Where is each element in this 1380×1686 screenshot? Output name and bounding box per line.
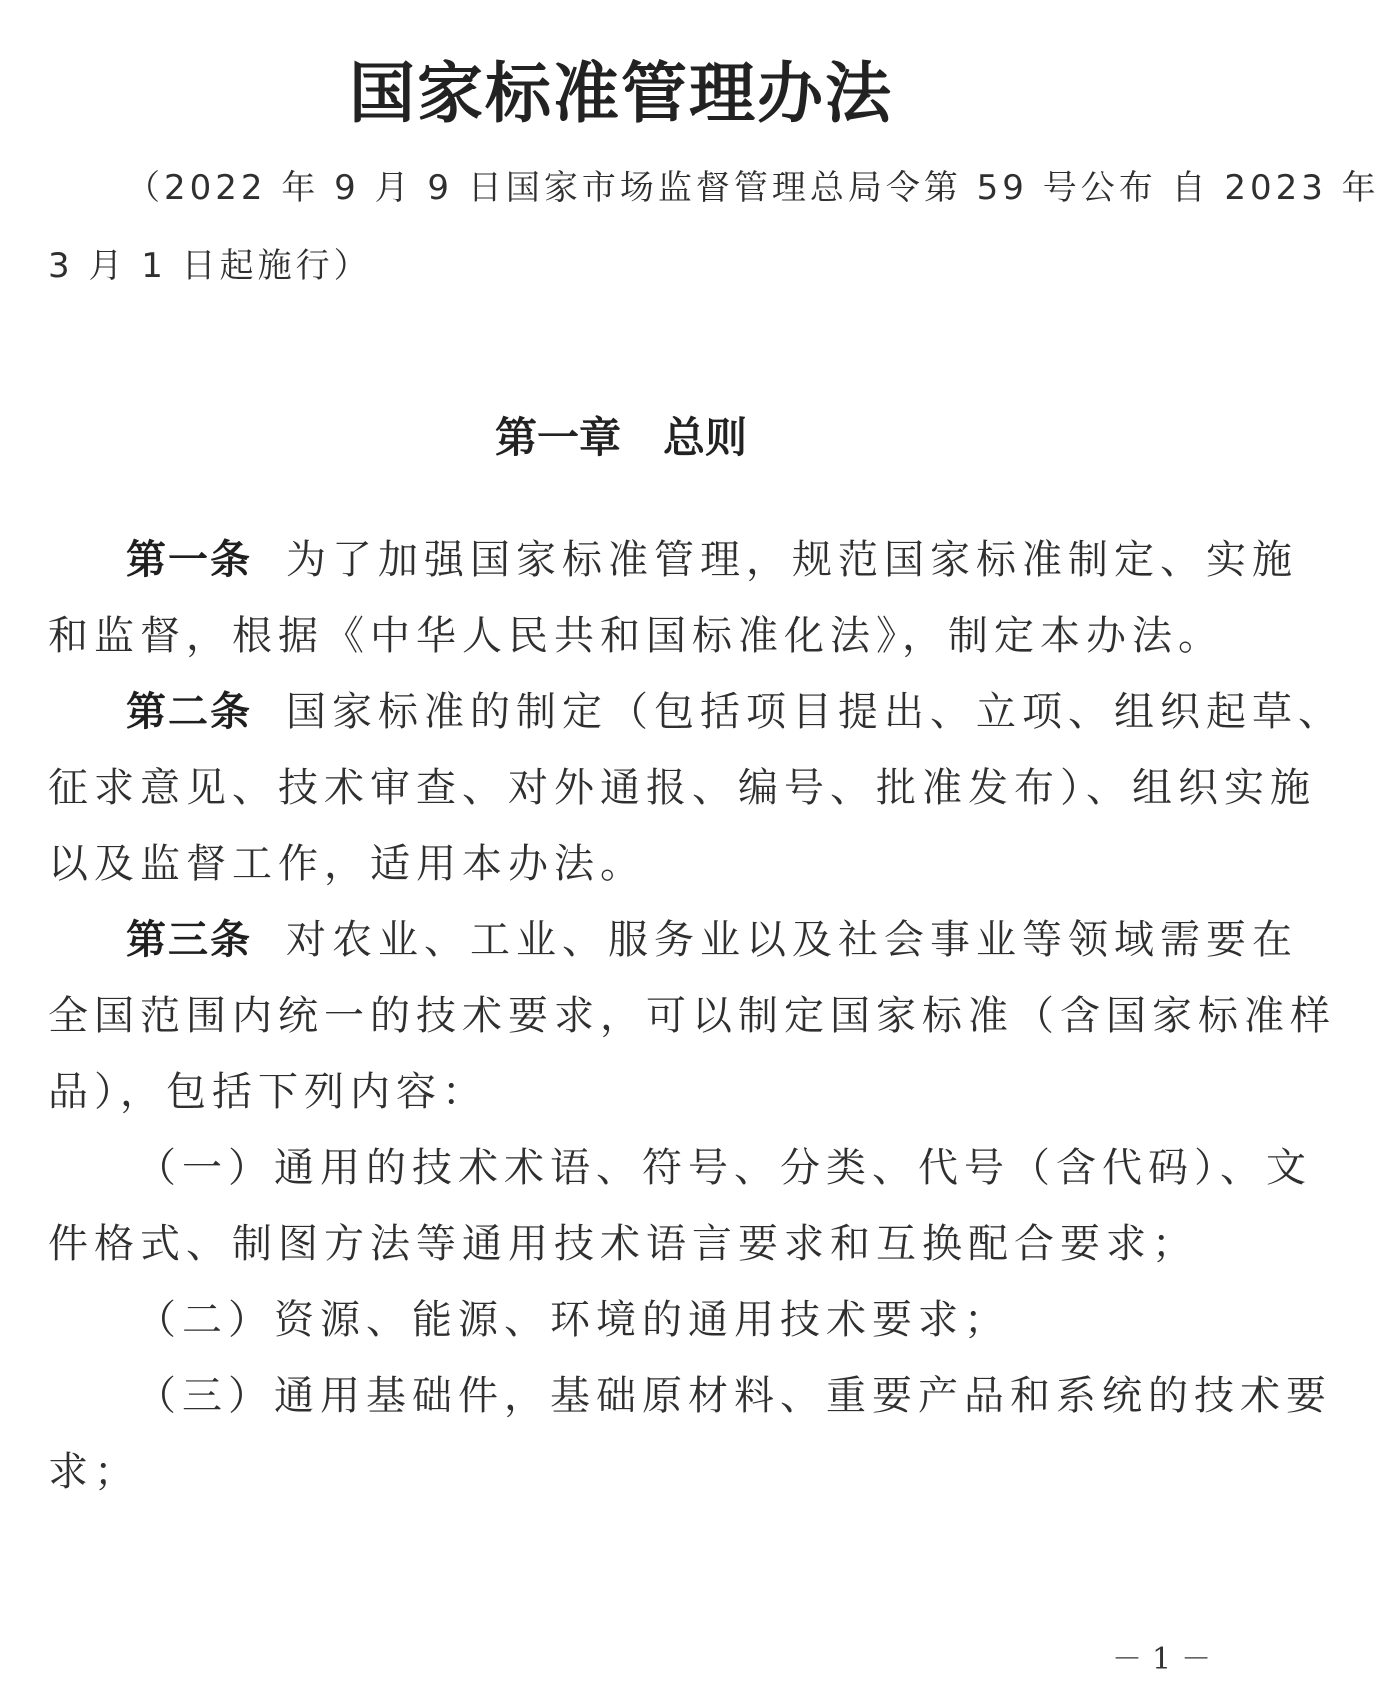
article-3-line-1 [126,912,1298,968]
article-1-line-2: 和监督，根据《中华人民共和国标准化法》，制定本办法。 [48,613,1224,659]
article-2-line-3: 以及监督工作，适用本办法。 [48,841,646,887]
article-3-line-3: 品），包括下列内容： [48,1069,488,1115]
item-1-line-1: （一）通用的技术术语、符号、分类、代号（含代码）、文 [136,1145,1312,1191]
publication-line-2: 3 月 1 日起施行） [48,246,372,286]
publication-line-1: （2022 年 9 月 9 日国家市场监督管理总局令第 59 号公布 自 2023 年 [126,168,1380,208]
article-2-text-1: 国家标准的制定（包括项目提出、立项、组织起草、 [286,689,1344,735]
item-3-line-1: （三）通用基础件，基础原材料、重要产品和系统的技术要 [136,1373,1332,1419]
page-number: －1－ [1112,1642,1222,1677]
article-2-line-2: 征求意见、技术审查、对外通报、编号、批准发布）、组织实施 [48,765,1316,811]
article-3-label: 第三条 [126,917,252,963]
article-1-text-1: 为了加强国家标准管理，规范国家标准制定、实施 [286,537,1298,583]
item-3-line-2: 求； [48,1449,140,1495]
article-1-label: 第一条 [126,537,252,583]
article-2-line-1 [126,684,1344,740]
item-1-line-2: 件格式、制图方法等通用技术语言要求和互换配合要求； [48,1221,1198,1267]
item-2-line-1: （二）资源、能源、环境的通用技术要求； [136,1297,1010,1343]
chapter-title: 第一章 总则 [494,413,747,462]
document-title: 国家标准管理办法 [349,54,893,132]
article-3-text-1: 对农业、工业、服务业以及社会事业等领域需要在 [286,917,1298,963]
article-3-line-2: 全国范围内统一的技术要求，可以制定国家标准（含国家标准样 [48,993,1336,1039]
article-2-label: 第二条 [126,689,252,735]
article-1-line-1 [126,532,1298,588]
